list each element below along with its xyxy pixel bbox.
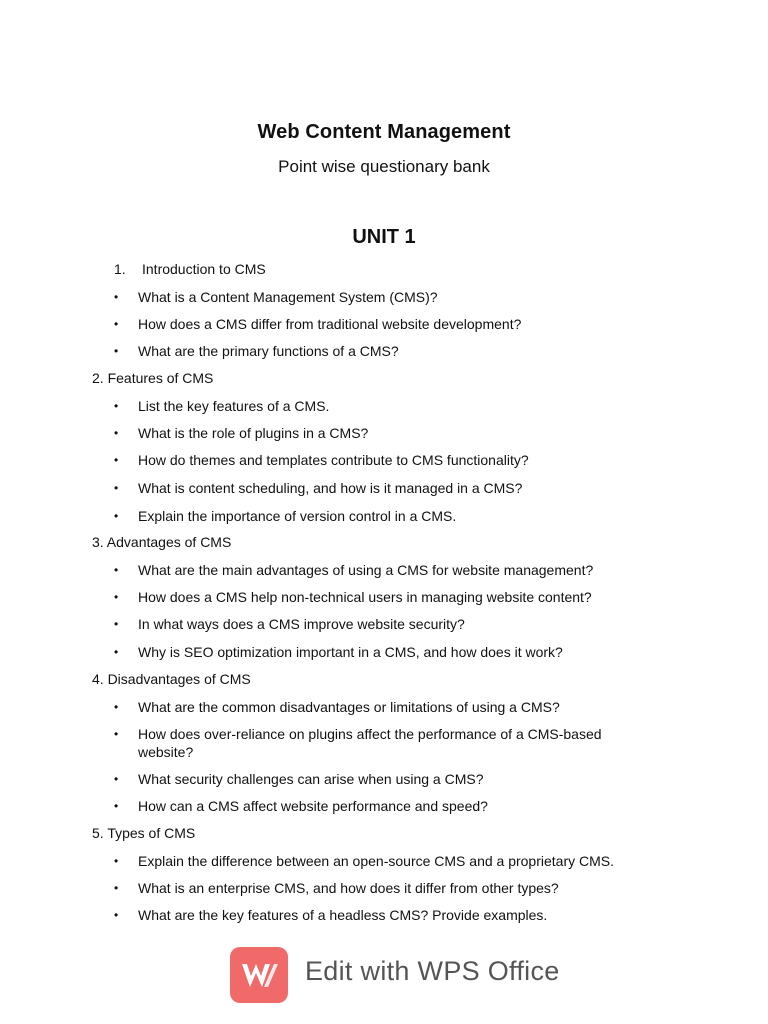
- bullet-icon: •: [114, 426, 119, 440]
- bullet-icon: •: [114, 290, 119, 304]
- bullet-icon: •: [114, 509, 119, 523]
- section-heading: 5. Types of CMS: [92, 825, 196, 841]
- document-title: Web Content Management: [257, 121, 511, 143]
- bullet-icon: •: [114, 590, 119, 604]
- bullet-icon: •: [114, 854, 119, 868]
- bullet-icon: •: [114, 645, 119, 659]
- question-item: List the key features of a CMS.: [138, 398, 330, 414]
- section-number: 1.: [114, 261, 126, 277]
- bullet-icon: •: [114, 453, 119, 467]
- unit-heading: UNIT 1: [352, 226, 416, 248]
- question-item: What is the role of plugins in a CMS?: [138, 425, 369, 441]
- section-heading: 2. Features of CMS: [92, 370, 214, 386]
- question-item: What are the key features of a headless CMS? Provide examples.: [138, 907, 548, 923]
- question-item: What are the primary functions of a CMS?: [138, 343, 399, 359]
- bullet-icon: •: [114, 399, 119, 413]
- question-item: Why is SEO optimization important in a CMS, and how does it work?: [138, 644, 563, 660]
- bullet-icon: •: [114, 563, 119, 577]
- question-item: What security challenges can arise when using a CMS?: [138, 771, 484, 787]
- bullet-icon: •: [114, 908, 119, 922]
- section-heading: 4. Disadvantages of CMS: [92, 671, 251, 687]
- question-item: What is content scheduling, and how is it managed in a CMS?: [138, 480, 523, 496]
- edit-with-wps-office-link[interactable]: Edit with WPS Office: [305, 956, 560, 986]
- question-item: How do themes and templates contribute to CMS functionality?: [138, 452, 529, 468]
- bullet-icon: •: [114, 317, 119, 331]
- bullet-icon: •: [114, 617, 119, 631]
- document-subtitle: Point wise questionary bank: [278, 157, 490, 176]
- question-item: In what ways does a CMS improve website security?: [138, 616, 465, 632]
- question-item: How does a CMS differ from traditional website development?: [138, 316, 522, 332]
- bullet-icon: •: [114, 881, 119, 895]
- question-item: What is an enterprise CMS, and how does it differ from other types?: [138, 880, 559, 896]
- bullet-icon: •: [114, 727, 119, 741]
- bullet-icon: •: [114, 344, 119, 358]
- bullet-icon: •: [114, 772, 119, 786]
- bullet-icon: •: [114, 799, 119, 813]
- question-item: Explain the importance of version control in a CMS.: [138, 508, 457, 524]
- question-item: What are the common disadvantages or limitations of using a CMS?: [138, 699, 560, 715]
- question-item: How can a CMS affect website performance and speed?: [138, 798, 488, 814]
- bullet-icon: •: [114, 481, 119, 495]
- section-heading: Introduction to CMS: [142, 261, 266, 277]
- question-item: What are the main advantages of using a CMS for website management?: [138, 562, 594, 578]
- wps-logo-icon: [230, 947, 288, 1003]
- section-heading: 3. Advantages of CMS: [92, 534, 232, 550]
- question-item: Explain the difference between an open-source CMS and a proprietary CMS.: [138, 853, 615, 869]
- question-item: How does a CMS help non-technical users in managing website content?: [138, 589, 592, 605]
- bullet-icon: •: [114, 700, 119, 714]
- question-item: How does over-reliance on plugins affect the performance of a CMS-based website?: [138, 726, 602, 760]
- question-item: What is a Content Management System (CMS)?: [138, 289, 438, 305]
